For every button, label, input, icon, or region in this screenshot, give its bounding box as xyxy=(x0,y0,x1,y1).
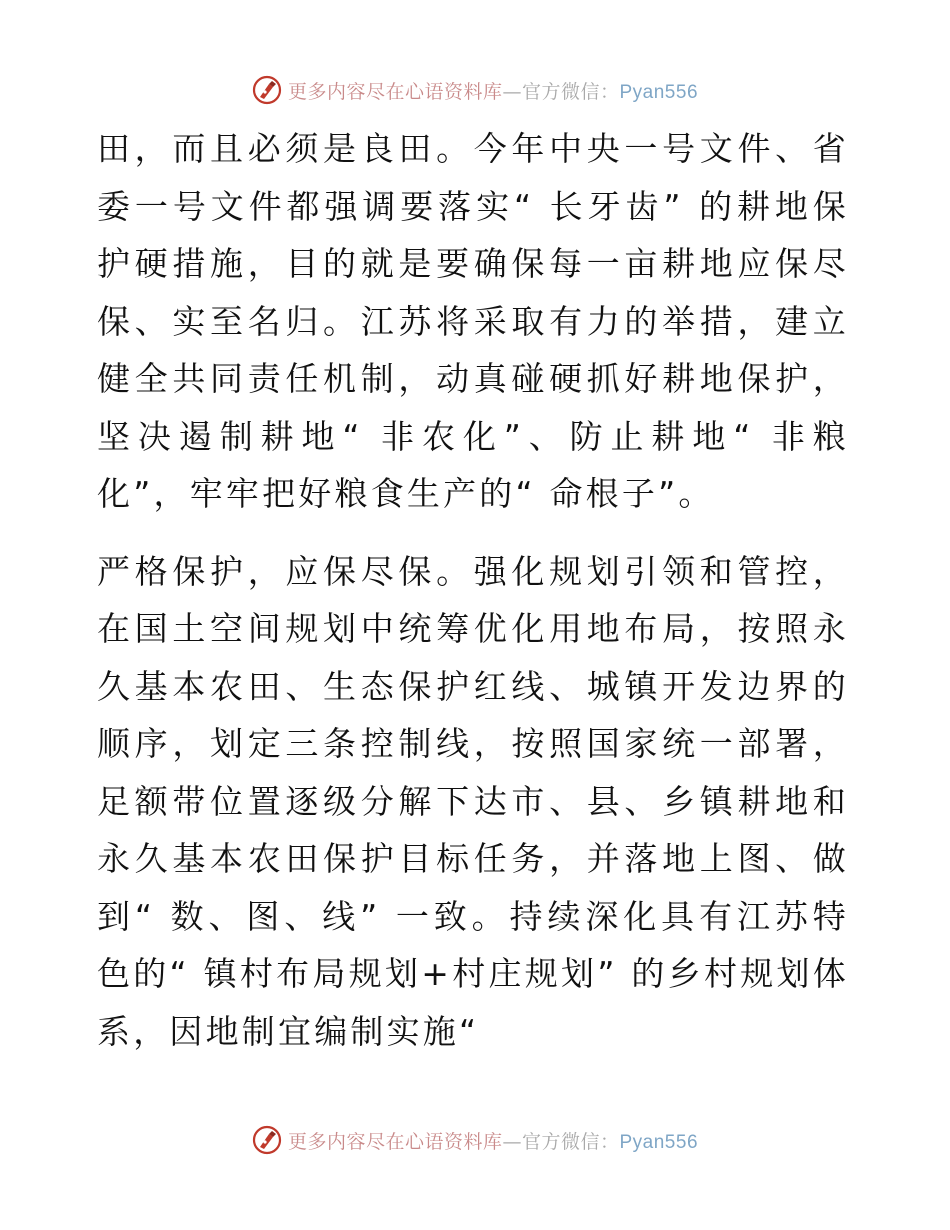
footer-watermark xyxy=(0,1120,950,1160)
paragraph-2: 严格保护，应保尽保。强化规划引领和管控，在国土空间规划中统筹优化用地布局，按照永久基本农田、生态保护红线、城镇开发边界的顺序，划定三条控制线，按照国家统一部署，足额带位置逐级分解下达市、县、乡镇耕地和永久基本农田保护目标任务，并落地上图、做到“ 数、图、线” 一致。持续深化具有江苏特色的“ 镇村布局规划+村庄规划” 的乡村规划体系，因地制宜编制实施“ xyxy=(97,551,849,1051)
watermark-text xyxy=(288,77,698,104)
paragraph-1: 田，而且必须是良田。今年中央一号文件、省委一号文件都强调要落实“ 长牙齿” 的耕地保护硬措施，目的就是要确保每一亩耕地应保尽保、实至名归。江苏将采取有力的举措，建立健全共同责任机制，动真碰硬抓好耕地保护，坚决遏制耕地“ 非农化”、防止耕地“ 非粮化”，牢牢把好粮食生产的“ 命根子”。 xyxy=(97,129,849,513)
watermark-separator: — xyxy=(502,1130,522,1153)
pen-nib-logo-icon xyxy=(252,1125,282,1155)
watermark-text xyxy=(288,1127,698,1154)
pen-nib-logo-icon xyxy=(252,75,282,105)
watermark-brand: 更多内容尽在心语资料库 xyxy=(287,1130,503,1153)
watermark-brand: 更多内容尽在心语资料库 xyxy=(287,80,503,103)
watermark-wechat-label: 官方微信： xyxy=(521,80,620,103)
watermark-wechat-label: 官方微信： xyxy=(521,1130,620,1153)
watermark-wechat-id: Pyan556 xyxy=(619,81,699,103)
watermark-separator: — xyxy=(502,80,522,103)
header-watermark xyxy=(0,70,950,110)
document-body xyxy=(97,120,849,1060)
watermark-wechat-id: Pyan556 xyxy=(619,1131,699,1153)
